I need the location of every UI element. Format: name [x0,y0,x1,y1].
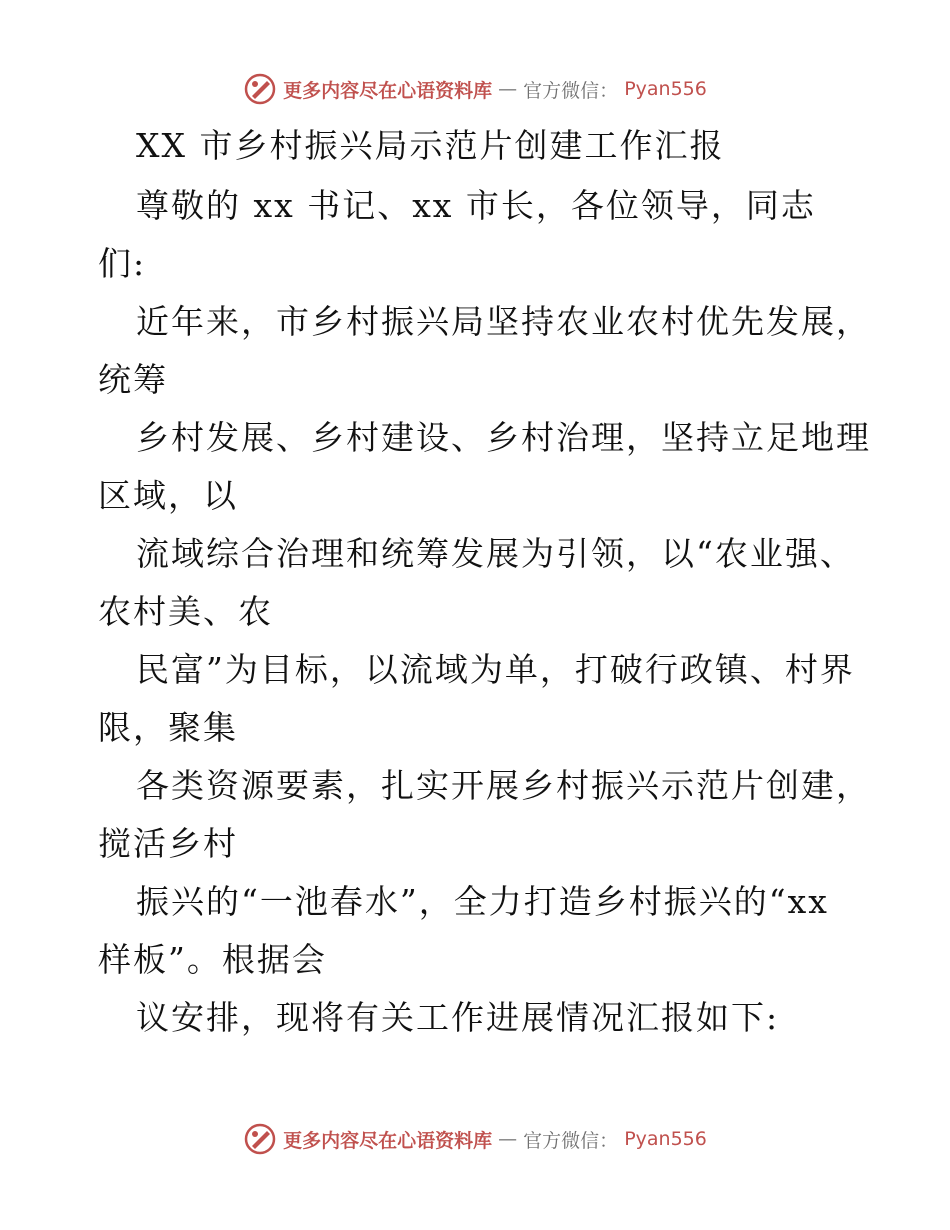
paragraph-line: 搅活乡村 [98,824,238,863]
salutation-continuation: 们: [98,244,147,283]
watermark-header [0,72,950,106]
salutation-line: 尊敬的 xx 书记、xx 市长，各位领导，同志 [136,186,816,225]
watermark-separator: — [498,1128,518,1150]
paragraph-line: 限，聚集 [98,708,238,747]
document-title: XX 市乡村振兴局示范片创建工作汇报 [136,126,725,165]
paragraph-line: 振兴的“一池春水”，全力打造乡村振兴的“xx [136,882,829,921]
paragraph-line: 乡村发展、乡村建设、乡村治理，坚持立足地理 [136,418,871,457]
watermark-id: Pyan556 [624,1128,707,1150]
paragraph-line: 样板”。根据会 [98,940,327,979]
paragraph-line: 农村美、农 [98,592,273,631]
paragraph-line: 统筹 [98,360,168,399]
watermark-sub-text: 官方微信： [523,79,619,102]
paragraph-line: 各类资源要素，扎实开展乡村振兴示范片创建， [136,766,871,805]
watermark-footer [0,1122,950,1156]
watermark-main-text: 更多内容尽在心语资料库 [283,79,493,102]
logo-icon [243,1122,277,1156]
watermark-sub-text: 官方微信： [523,1129,619,1152]
paragraph-line: 近年来，市乡村振兴局坚持农业农村优先发展， [136,302,871,341]
logo-icon [243,72,277,106]
paragraph-line: 议安排，现将有关工作进展情况汇报如下: [136,998,780,1037]
paragraph-line: 流域综合治理和统筹发展为引领，以“农业强、 [136,534,855,573]
watermark-main-text: 更多内容尽在心语资料库 [283,1129,493,1152]
paragraph-line: 民富”为目标，以流域为单，打破行政镇、村界 [136,650,855,689]
watermark-id: Pyan556 [624,78,707,100]
watermark-separator: — [498,78,518,100]
paragraph-line: 区域，以 [98,476,238,515]
